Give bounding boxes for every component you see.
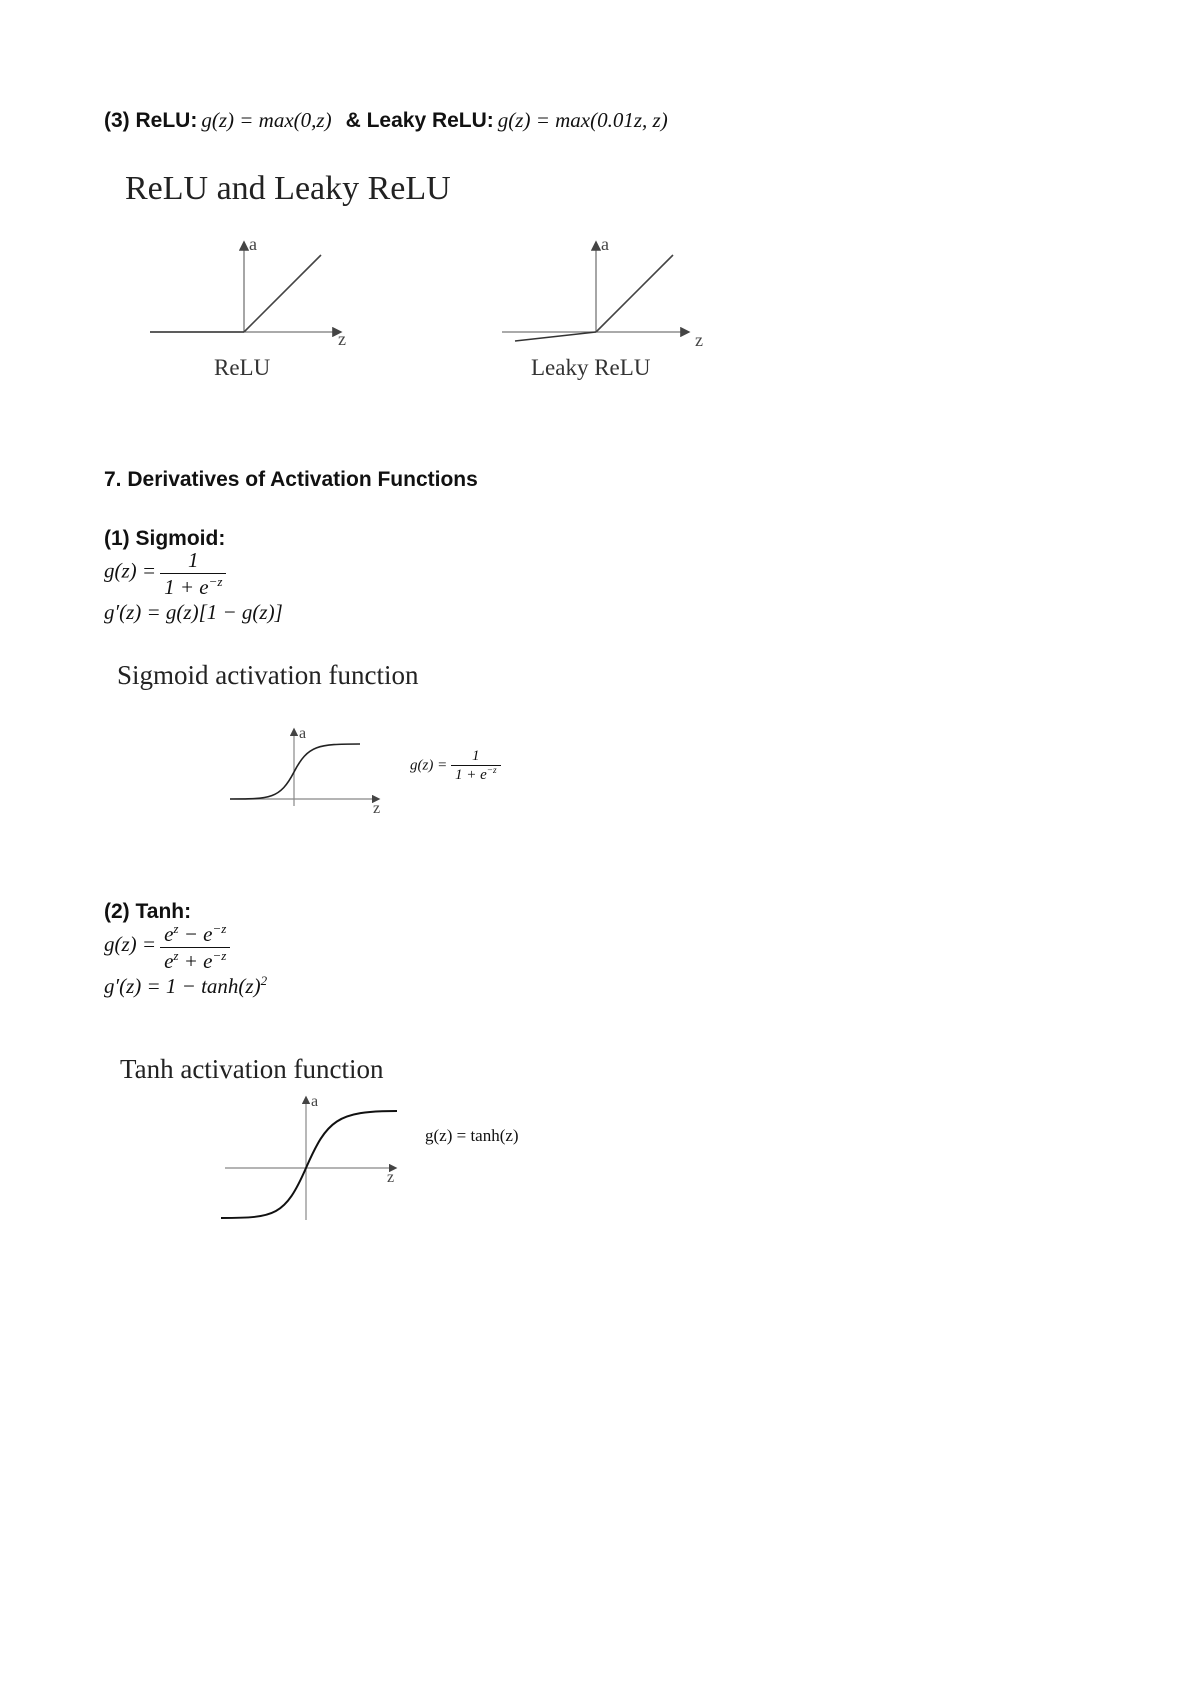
relu-formula: g(z) = max(0,z) [201,108,332,132]
sigmoid-g-formula [104,548,226,600]
tanh-g-lhs: g(z) = [104,932,157,957]
tanh-den-e1: e [164,949,174,973]
sigmoid-figure-denominator: 1 + e [454,767,487,783]
tanh-derivative [104,973,267,999]
tanh-curve [221,1111,397,1218]
sigmoid-axis-a-label: a [299,725,307,742]
sigmoid-derivative: g′(z) = g(z)[1 − g(z)] [104,600,283,624]
tanh-figure-title: Tanh activation function [120,1054,384,1084]
relu-curve-slope [244,255,321,332]
relu-caption: ReLU [214,355,271,380]
relu-axis-a-label: a [249,234,257,254]
tanh-den-op: + e [178,949,213,973]
tanh-figure-formula: g(z) = tanh(z) [425,1126,519,1145]
leaky-relu-caption: Leaky ReLU [531,355,651,380]
sigmoid-figure-title: Sigmoid activation function [117,660,419,690]
tanh-heading: (2) Tanh: [104,900,192,923]
leaky-axis-z-label: z [695,330,703,350]
sigmoid-heading: (1) Sigmoid: [104,527,226,550]
leaky-relu-plot [502,234,703,350]
tanh-g-formula [104,921,230,974]
sigmoid-g-denominator: 1 + e [164,575,209,599]
leaky-curve-negative [515,332,596,341]
leaky-relu-heading: & Leaky ReLU: [345,109,494,132]
tanh-derivative-exp: 2 [260,973,268,988]
tanh-den-e1-exp: z [173,948,179,963]
sigmoid-axis-z-label: z [373,800,381,817]
tanh-num-e2-exp: −z [212,921,227,936]
relu-figure-title: ReLU and Leaky ReLU [125,170,451,207]
leaky-curve-slope [596,255,673,332]
tanh-den-e2-exp: −z [212,948,227,963]
tanh-axis-a-label: a [311,1093,319,1110]
sigmoid-figure-numerator: 1 [451,748,501,766]
sigmoid-g-lhs: g(z) = [104,558,157,583]
sigmoid-plot [210,720,410,820]
tanh-axis-z-label: z [387,1169,395,1186]
relu-plot [150,234,346,349]
leaky-axis-a-label: a [601,234,609,254]
sigmoid-figure-formula-lhs: g(z) = [410,757,448,774]
sigmoid-figure-denominator-exp: −z [486,766,497,776]
tanh-num-op: − e [178,922,213,946]
relu-heading: (3) ReLU: [104,109,198,132]
tanh-num-e1-exp: z [173,921,179,936]
tanh-derivative-text: g′(z) = 1 − tanh(z) [104,974,261,998]
sigmoid-curve [230,744,360,799]
tanh-num-e1: e [164,922,174,946]
relu-axis-z-label: z [338,329,346,349]
tanh-plot [215,1090,415,1230]
sigmoid-figure-formula [410,748,501,784]
sigmoid-g-denominator-exp: −z [208,574,223,589]
leaky-relu-formula: g(z) = max(0.01z, z) [497,108,668,132]
derivatives-heading: 7. Derivatives of Activation Functions [104,468,478,491]
sigmoid-g-numerator: 1 [160,548,226,574]
relu-heading-line [104,108,668,133]
